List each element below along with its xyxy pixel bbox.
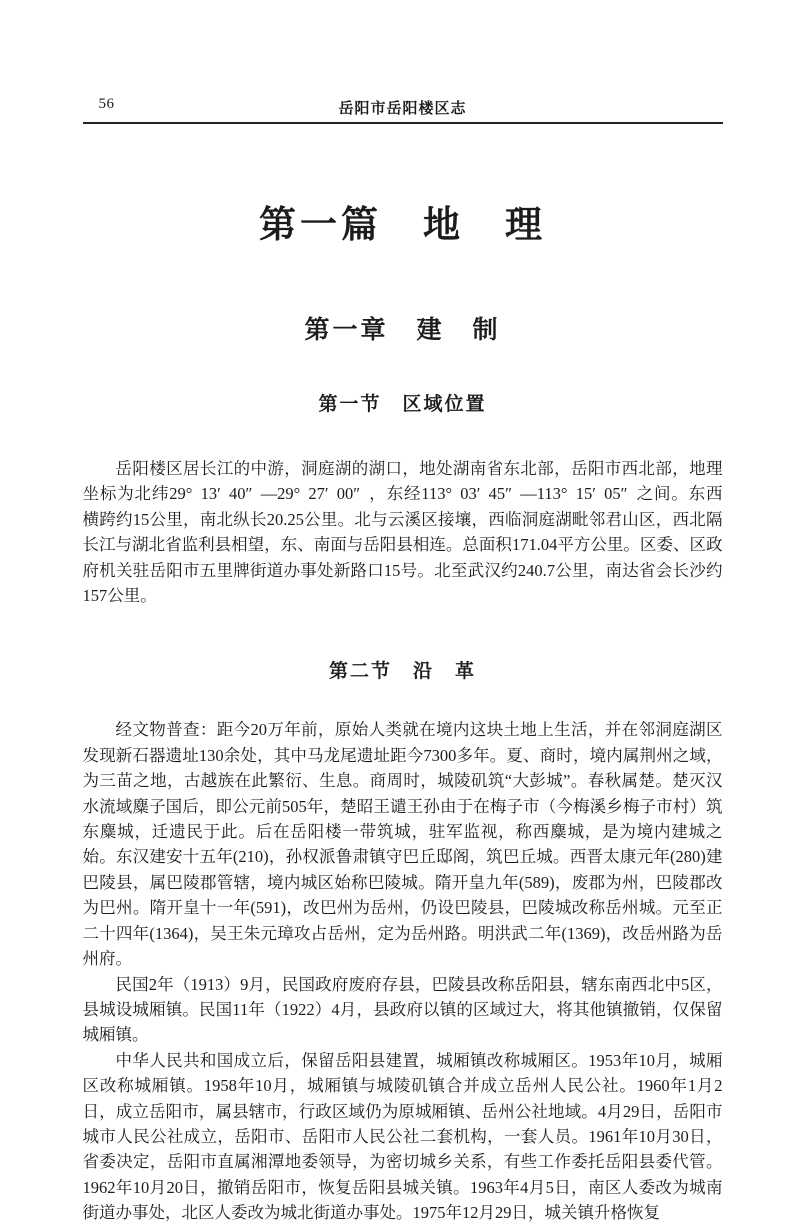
book-title: 岳阳市岳阳楼区志 xyxy=(338,100,467,117)
paragraph: 中华人民共和国成立后，保留岳阳县建置，城厢镇改称城厢区。1953年10月，城厢区改称城厢镇。1958年10月，城厢镇与城陵矶镇合并成立岳州人民公社。1960年1月2日，成立岳阳市，属县辖市，行政区域仍为原城厢镇、岳州公社地域。4月29日，岳阳市城市人民公社成立，岳阳市、岳阳市人民公社二套机构，一套人员。1961年10月30日，省委决定，岳阳市直属湘潭地委领导，为密切城乡关系，有些工作委托岳阳县委代管。1962年10月20日，撤销岳阳市，恢复岳阳县城关镇。1963年4月5日，南区人委改为城南街道办事处，北区人委改为城北街道办事处。1975年12月29日，城关镇升格恢复 xyxy=(82,1050,723,1223)
section-body xyxy=(83,456,723,608)
section-title: 第二节 沿 革 xyxy=(328,661,476,683)
paragraph: 经文物普查：距今20万年前，原始人类就在境内这块土地上生活，并在邻洞庭湖区发现新石器遗址130余处，其中马龙尾遗址距今7300多年。夏、商时，境内属荆州之域，为三苗之地，古越族在此繁衍、生息。商周时，城陵矶筑“大彭城”。春秋属楚。楚灭汉水流域麋子国后，即公元前505年，楚昭王谴王孙由于在梅子市（今梅溪乡梅子市村）筑东麋城，迁遗民于此。后在岳阳楼一带筑城，驻军监视，称西麋城，是为境内建城之始。东汉建安十五年(210)，孙权派鲁肃镇守巴丘邸阁，筑巴丘城。西晋太康元年(280)建巴陵县，属巴陵郡管辖，境内城区始称巴陵城。隋开皇九年(589)，废郡为州，巴陵郡改为巴州。隋开皇十一年(591)，改巴州为岳州，仍设巴陵县，巴陵城改称岳州城。元至正二十四年(1364)，吴王朱元璋攻占岳州，定为岳州路。明洪武二年(1369)，改岳州路为岳州府。 xyxy=(82,720,723,969)
paragraph: 岳阳楼区居长江的中游，洞庭湖的湖口，地处湖南省东北部，岳阳市西北部，地理坐标为北纬29° 13′ 40″ —29° 27′ 00″ ，东经113° 03′ 45″ —113° 15′ 05″ 之间。东西横跨约15公里，南北纵长20.25公里。北与云溪区接壤，西临洞庭湖毗邻君山区，西北隔长江与湖北省监利县相望，东、南面与岳阳县相连。总面积171.04平方公里。区委、区政府机关驻岳阳市五里牌街道办事处新路口15号。北至武汉约240.7公里，南达省会长沙约157公里。 xyxy=(82,459,723,606)
chapter-title: 第一章 建 制 xyxy=(304,316,501,344)
page-number: 56 xyxy=(98,96,115,112)
page-header xyxy=(83,96,723,124)
section-body xyxy=(83,717,723,1225)
paragraph: 民国2年（1913）9月，民国政府废府存县，巴陵县改称岳阳县，辖东南西北中5区，县城设城厢镇。民国11年（1922）4月，县政府以镇的区域过大，将其他镇撤销，仅保留城厢镇。 xyxy=(82,974,723,1045)
section-title: 第一节 区域位置 xyxy=(318,394,487,415)
document-page xyxy=(83,0,723,1226)
section-region-location xyxy=(83,389,723,608)
section-history xyxy=(83,656,723,1225)
part-title: 第一篇 地 理 xyxy=(259,205,546,246)
